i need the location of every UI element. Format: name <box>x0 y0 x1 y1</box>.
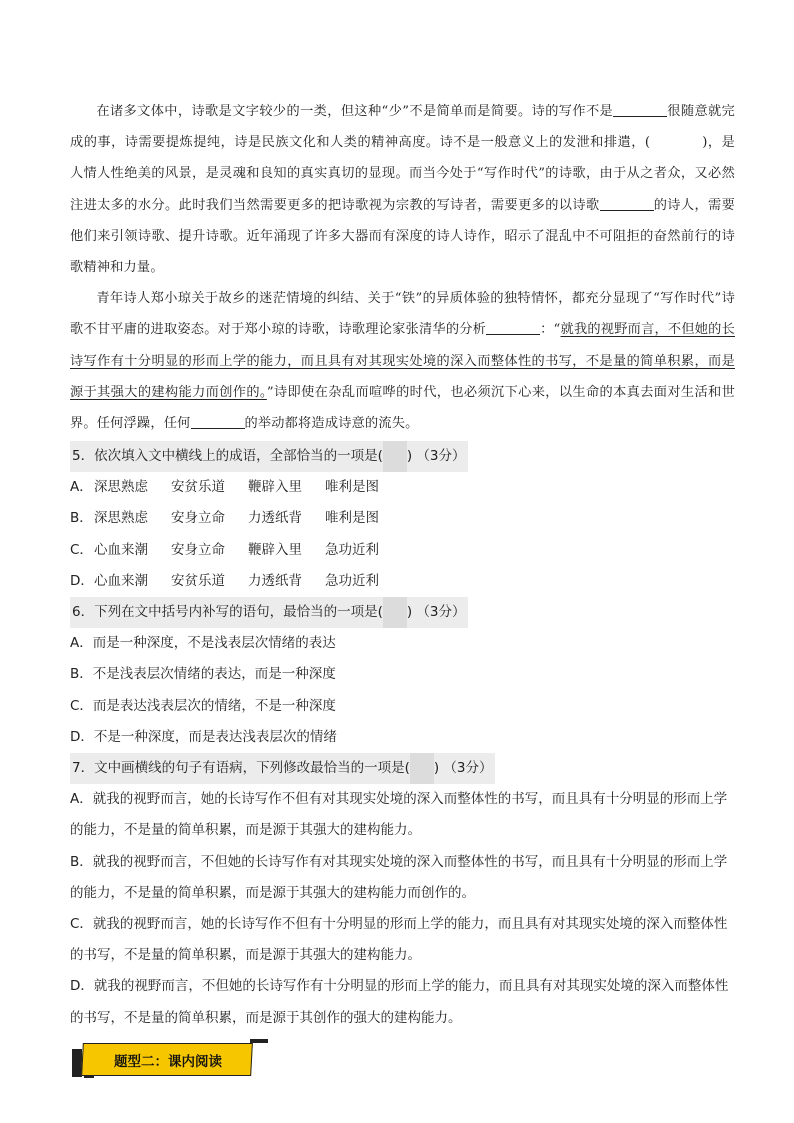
question-7 <box>70 753 735 1034</box>
passage-text: 的举动都将造成诗意的流失。 <box>244 416 419 432</box>
answer-blank-4 <box>191 415 245 429</box>
banner-mark <box>250 1039 268 1043</box>
option-d: D．就我的视野而言，不但她的长诗写作有十分明显的形而上学的能力，而且具有对其现实处境的深入而整体性的书写，不是量的简单积累，而是源于其创作的强大的建构能力。 <box>70 978 729 1026</box>
question-stem: 7．文中画横线的句子有语病，下列修改最恰当的一项是( ) （3分） <box>70 753 495 784</box>
passage-text: 的诗人，需要他们来引领诗歌、提升诗歌。近年涌现了许多大器而有深度的诗人诗作，昭示了混乱中不可阻拒的奋然前行的诗歌精神和力量。 <box>70 197 735 276</box>
answer-blank-3 <box>486 321 540 335</box>
passage-text: )，是人情人性绝美的风景，是灵魂和良知的真实真切的显现。而当今处于“写作时代”的诗歌，由于从之者众，又必然注进太多的水分。此时我们当然需要更多的把诗歌视为宗教的写诗者，需要更多的以诗歌 <box>70 135 735 213</box>
section-banner <box>70 1038 254 1080</box>
answer-paren <box>383 441 407 472</box>
option-b: B．深思熟虑 安身立命 力透纸背 唯利是图 <box>70 510 379 527</box>
option-c: C．心血来潮 安身立命 鞭辟入里 急功近利 <box>70 541 379 558</box>
passage-paragraph-2 <box>70 283 735 439</box>
option-a: A．而是一种深度，不是浅表层次情绪的表达 <box>70 635 336 652</box>
option-a: A．就我的视野而言，她的长诗写作不但有对其现实处境的深入而整体性的书写，而且具有十分明显的形而上学的能力，不是量的简单积累，而是源于其强大的建构能力。 <box>70 791 728 839</box>
option-b: B．不是浅表层次情绪的表达，而是一种深度 <box>70 666 336 683</box>
option-c: C．而是表达浅表层次的情绪，不是一种深度 <box>70 697 336 714</box>
option-b: B．就我的视野而言，不但她的长诗写作有对其现实处境的深入而整体性的书写，而且具有十分明显的形而上学的能力，不是量的简单积累，而是源于其强大的建构能力而创作的。 <box>70 853 728 901</box>
reading-passage <box>70 96 735 439</box>
passage-text: ：“ <box>540 322 561 338</box>
option-a: A．深思熟虑 安贫乐道 鞭辟入里 唯利是图 <box>70 479 379 496</box>
banner-dash <box>84 1076 94 1078</box>
passage-paragraph-1 <box>70 96 735 283</box>
question-5 <box>70 441 735 597</box>
passage-text: 很随意就完成的事，诗需要提炼提纯，诗是民族文化和人类的精神高度。诗不是一般意义上的发泄和排遣，( <box>70 104 736 151</box>
question-6 <box>70 597 735 753</box>
option-d: D．不是一种深度，而是表达浅表层次的情绪 <box>70 728 337 745</box>
answer-paren <box>383 597 407 628</box>
answer-paren <box>410 753 434 784</box>
passage-text: 青年诗人郑小琼关于故乡的迷茫情境的纠结、关于“铁”的异质体验的独特情怀，都充分显现了“写作时代”诗歌不甘平庸的进取姿态。对于郑小琼的诗歌，诗歌理论家张清华的分析 <box>70 291 735 338</box>
question-stem: 6．下列在文中括号内补写的语句，最恰当的一项是( ) （3分） <box>70 597 468 628</box>
section-title: 题型二：课内阅读 <box>114 1054 222 1070</box>
passage-text: 在诸多文体中，诗歌是文字较少的一类，但这种“少”不是简单而是简要。诗的写作不是 <box>96 104 614 119</box>
passage-text: ”诗即使在杂乱而喧哗的时代，也必须沉下心来，以生命的本真去面对生活和世界。任何浮躁，任何 <box>70 384 735 432</box>
underlined-sentence: 就我的视野而言，不但她的长诗写作有十分明显的形而上学的能力，而且具有对其现实处境的深入而整体性的书写，不是量的简单积累，而是源于其强大的建构能力而创作的。 <box>70 322 735 400</box>
answer-blank-2 <box>600 196 654 210</box>
answer-blank-1 <box>613 103 667 117</box>
question-stem: 5．依次填入文中横线上的成语，全部恰当的一项是( ) （3分） <box>70 441 468 472</box>
option-c: C．就我的视野而言，她的长诗写作不但有十分明显的形而上学的能力，而且具有对其现实处境的深入而整体性的书写，不是量的简单积累，而是源于其强大的建构能力。 <box>70 916 728 964</box>
option-d: D．心血来潮 安贫乐道 力透纸背 急功近利 <box>70 572 379 589</box>
